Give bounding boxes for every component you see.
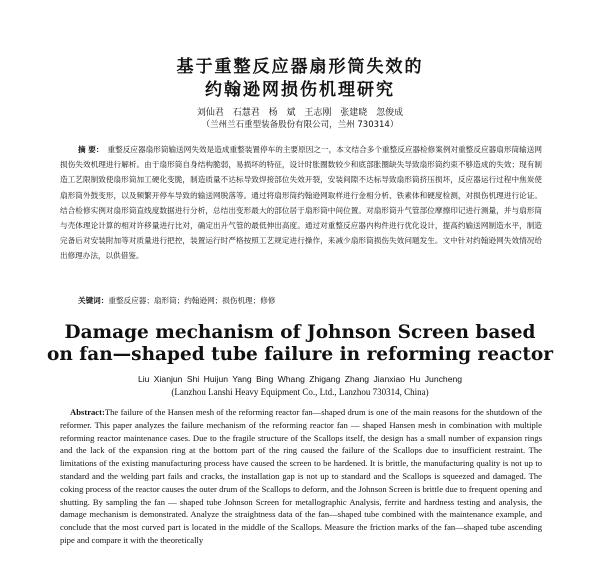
chinese-abstract [60, 142, 542, 264]
chinese-keywords-label: 关键词： [78, 296, 109, 305]
chinese-affiliation: （兰州兰石重型装备股份有限公司，兰州 730314） [201, 120, 399, 130]
english-title-line-2: on fan—shaped tube failure in reforming reactor [47, 344, 553, 365]
chinese-keywords [78, 295, 542, 306]
chinese-keywords-text: 重整反应器；扇形筒；约翰逊网；损伤机理；修修 [108, 296, 276, 305]
english-abstract-text: The failure of the Hansen mesh of the reforming reactor fan—shaped drum is one of the main reasons for the shutdown of the reformer. This paper analyzes the failure mechanism of the reforming reactor fan — shaped Hansen mesh in combination with multiple reforming reactor maintenance cases. Due to the fragile structure of the Scallops itself, the design has a small number of expansion rings and the lack of the expansion ring at the bottom part of the ring caused the failure of the Scallops due to insufficient restraint. The limitations of the existing manufacturing process have caused the screen to be hardened. It is brittle, the manufacturing quality is not up to standard and the welding part fails and cracks, the installation gap is not up to standard and the Scallops is squeezed and damaged. The coking process of the reactor causes the outer drum of the Scallops to deform, and the Johnson Screen is brittle due to frequent opening and shutting. By sampling the fan — shaped tube Johnson Screen for metallographic Analysis, ferrite and hardness testing and analysis, the damage mechanism is demonstrated. Analyze the straightness data of the fan—shaped tube combined with the maintenance example, and conclude that the most curved part is located in the middle of the Scallops. Measure the friction marks of the fan—shaped tube ascending pipe and compare it with the theoretically [60, 407, 542, 545]
chinese-authors: 刘仙君 石慧君 杨 斌 王志刚 张建晓 忽俊成 [196, 108, 404, 118]
chinese-abstract-text: 重整反应器扇形筒输送网失效是造成重整装置停车的主要原因之一，本文结合多个重整反应器检修案例对重整反应器扇形筒输送网损伤失效机理进行解析。由于扇形筒自身结构脆弱，易损坏的特征，设计时胀圈数较少和底部胀圈缺失导致扇形筒约束不够造成的失效；现有制造工艺限制致使扇形筒加工硬化变脆，制造质量不达标导致焊接部位失效开裂，安装间隙不达标导致扇形筒挤压损坏，反应器运行过程中焦炭使扇形筒外鼓变形，以及频繁开停车导致的输送网脱落等。通过将扇形筒约翰逊网取样进行金相分析、铁素体和硬度检测，对损伤机理进行论证。结合检修实例对扇形筒直线度数据进行分析，总结出变形最大的部位居于扇形筒中间位置。对扇形筒升气管部位摩擦印记进行测量，并与扇形筒与壳体理论计算的相对许移量进行比对，确定出升气管的最低伸出高度。通过对重整反应器内构件进行优化设计，提高约输送网制造水平，制造完备后对安装附加等对质量进行把控，装置运行时严格按照工艺规定进行操作，来减少扇形筒损伤失效问题发生。文中针对约翰逊网失效情况给出修理办法，以供借鉴。 [60, 145, 542, 261]
chinese-title-line-1: 基于重整反应器扇形筒失效的 [176, 57, 424, 77]
chinese-title-line-2: 约翰逊网损伤机理研究 [205, 80, 395, 100]
english-abstract [60, 406, 542, 547]
english-affiliation: (Lanzhou Lanshi Heavy Equipment Co., Ltd., Lanzhou 730314, China) [171, 387, 429, 397]
english-abstract-label: Abstract: [70, 407, 105, 417]
english-title-line-1: Damage mechanism of Johnson Screen based [64, 322, 536, 343]
chinese-abstract-label: 摘 要： [78, 145, 104, 154]
english-authors: Liu Xianjun Shi Huijun Yang Bing Whang Zhigang Zhang Jianxiao Hu Juncheng [137, 374, 463, 384]
